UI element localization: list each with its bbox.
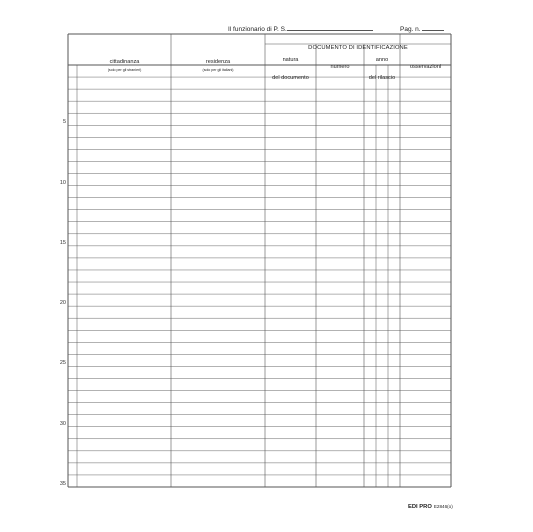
col-title-number: numero	[330, 64, 350, 70]
publisher-brand	[408, 504, 453, 510]
col-subtitle-residence: (solo per gli italiani)	[202, 68, 234, 73]
row-number-25: 25	[59, 360, 66, 367]
column-header-number	[316, 55, 364, 73]
col-title-residence: residenza	[205, 59, 231, 65]
col-title-document-type-1: natura	[282, 57, 299, 63]
form-code: E2846(o)	[433, 504, 453, 509]
col-subtitle-citizenship: (solo per gli stranieri)	[107, 68, 142, 73]
column-header-document-type	[265, 48, 316, 85]
page-number-label: Pag. n.	[400, 26, 421, 33]
column-header-residence	[171, 50, 265, 73]
col-title-citizenship: cittadinanza	[109, 59, 140, 65]
column-header-citizenship	[78, 50, 171, 73]
col-title-issue-year-2: del rilascio	[368, 75, 396, 82]
row-number-20: 20	[59, 300, 66, 307]
col-title-issue-year-1: anno	[375, 57, 389, 63]
row-lines	[68, 34, 451, 487]
col-title-notes: osservazioni	[409, 64, 442, 70]
row-number-35: 35	[59, 481, 66, 487]
officer-label: Il funzionario di P. S.	[228, 26, 287, 33]
column-header-issue-year	[364, 48, 400, 85]
row-number-15: 15	[59, 239, 66, 246]
column-lines	[68, 34, 451, 487]
row-number-30: 30	[59, 420, 66, 427]
row-number-10: 10	[59, 179, 66, 186]
group-header-text: DOCUMENTO DI IDENTIFICAZIONE	[308, 45, 408, 51]
col-title-document-type-2: del documento	[272, 75, 309, 82]
row-number-5: 5	[62, 119, 66, 126]
brand-name: EDI PRO	[408, 504, 432, 510]
column-header-notes	[400, 55, 451, 73]
